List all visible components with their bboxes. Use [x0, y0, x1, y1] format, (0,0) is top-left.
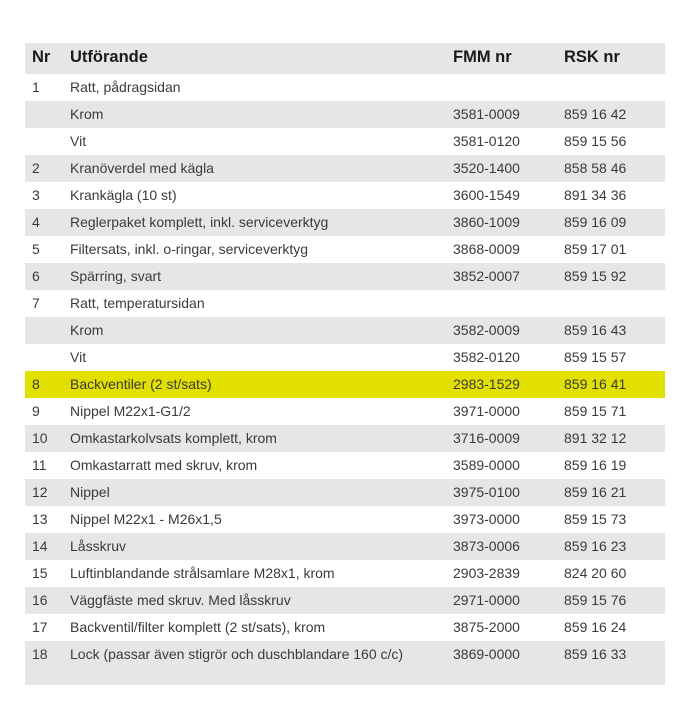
- cell-nr: 12: [32, 484, 48, 500]
- cell-description: Nippel M22x1-G1/2: [70, 403, 191, 419]
- cell-description: Omkastarratt med skruv, krom: [70, 457, 258, 473]
- cell-rsk: 859 15 73: [564, 511, 627, 527]
- cell-rsk: 891 34 36: [564, 187, 627, 203]
- cell-fmm: 3975-0100: [453, 484, 520, 500]
- cell-fmm: 3875-2000: [453, 619, 520, 635]
- cell-description: Vit: [70, 133, 87, 149]
- cell-fmm: 3868-0009: [453, 241, 520, 257]
- cell-rsk: 859 16 09: [564, 214, 627, 230]
- cell-description: Nippel M22x1 - M26x1,5: [70, 511, 222, 527]
- cell-fmm: 2971-0000: [453, 592, 520, 608]
- table-row: [25, 317, 665, 344]
- table-row: [25, 506, 665, 533]
- table-row: [25, 344, 665, 371]
- cell-description: Kranöverdel med kägla: [70, 160, 214, 176]
- cell-fmm: 3869-0000: [453, 646, 520, 662]
- cell-rsk: 859 16 41: [564, 376, 627, 392]
- table-row: [25, 398, 665, 425]
- table-row: [25, 74, 665, 101]
- header-nr: Nr: [32, 48, 51, 66]
- table-row: [25, 290, 665, 317]
- cell-nr: 6: [32, 268, 40, 284]
- table-row: [25, 182, 665, 209]
- cell-fmm: 3589-0000: [453, 457, 520, 473]
- cell-description: Spärring, svart: [70, 268, 162, 284]
- cell-description: Ratt, pådragsidan: [70, 79, 181, 95]
- cell-description: Nippel: [70, 484, 110, 500]
- cell-rsk: 859 17 01: [564, 241, 627, 257]
- cell-description: Reglerpaket komplett, inkl. serviceverktyg: [70, 214, 329, 230]
- cell-description: Krankägla (10 st): [70, 187, 177, 203]
- table-row: [25, 479, 665, 506]
- cell-nr: 14: [32, 538, 48, 554]
- cell-rsk: 859 16 19: [564, 457, 627, 473]
- cell-description: Backventil/filter komplett (2 st/sats), krom: [70, 619, 326, 635]
- cell-nr: 11: [32, 457, 47, 473]
- cell-nr: 3: [32, 187, 40, 203]
- cell-fmm: 3600-1549: [453, 187, 520, 203]
- table-row: [25, 533, 665, 560]
- cell-nr: 1: [32, 79, 40, 95]
- cell-nr: 7: [32, 295, 40, 311]
- cell-nr: 16: [32, 592, 48, 608]
- table-row: [25, 587, 665, 614]
- cell-description: Vit: [70, 349, 87, 365]
- cell-nr: 2: [32, 160, 40, 176]
- cell-description: Låsskruv: [70, 538, 127, 554]
- parts-table: [25, 43, 665, 685]
- cell-fmm: 3873-0006: [453, 538, 520, 554]
- cell-nr: 4: [32, 214, 40, 230]
- cell-rsk: 859 15 57: [564, 349, 627, 365]
- table-row: [25, 452, 665, 479]
- cell-rsk: 858 58 46: [564, 160, 627, 176]
- table-header: [25, 43, 665, 74]
- cell-nr: 10: [32, 430, 48, 446]
- cell-nr: 17: [32, 619, 48, 635]
- cell-nr: 8: [32, 376, 40, 392]
- cell-description: Lock (passar även stigrör och duschblandare 160 c/c): [70, 646, 404, 662]
- cell-rsk: 859 16 33: [564, 646, 627, 662]
- cell-nr: 9: [32, 403, 40, 419]
- table-row: [25, 101, 665, 128]
- cell-fmm: 3852-0007: [453, 268, 520, 284]
- cell-fmm: 3973-0000: [453, 511, 520, 527]
- cell-fmm: 3582-0009: [453, 322, 520, 338]
- cell-fmm: 3582-0120: [453, 349, 520, 365]
- table-row: [25, 641, 665, 685]
- cell-rsk: 824 20 60: [564, 565, 627, 581]
- cell-fmm: 3716-0009: [453, 430, 520, 446]
- cell-rsk: 891 32 12: [564, 430, 627, 446]
- cell-description: Luftinblandande strålsamlare M28x1, krom: [70, 565, 335, 581]
- header-rsk: RSK nr: [564, 48, 620, 66]
- cell-rsk: 859 16 24: [564, 619, 627, 635]
- cell-description: Backventiler (2 st/sats): [70, 376, 212, 392]
- cell-rsk: 859 15 76: [564, 592, 627, 608]
- cell-description: Väggfäste med skruv. Med låsskruv: [70, 592, 291, 608]
- table-row: [25, 128, 665, 155]
- cell-fmm: 3581-0009: [453, 106, 520, 122]
- cell-rsk: 859 15 92: [564, 268, 627, 284]
- cell-rsk: 859 16 23: [564, 538, 627, 554]
- cell-fmm: 3520-1400: [453, 160, 520, 176]
- header-description: Utförande: [70, 48, 148, 66]
- table-row: [25, 155, 665, 182]
- table-row: [25, 209, 665, 236]
- table-row: [25, 425, 665, 452]
- table-row-highlighted: [25, 371, 665, 398]
- cell-description: Ratt, temperatursidan: [70, 295, 205, 311]
- cell-fmm: 3860-1009: [453, 214, 520, 230]
- cell-fmm: 3971-0000: [453, 403, 520, 419]
- cell-description: Omkastarkolvsats komplett, krom: [70, 430, 277, 446]
- table-row: [25, 560, 665, 587]
- cell-nr: 13: [32, 511, 48, 527]
- cell-rsk: 859 16 43: [564, 322, 627, 338]
- cell-description: Krom: [70, 322, 104, 338]
- cell-fmm: 3581-0120: [453, 133, 520, 149]
- cell-fmm: 2903-2839: [453, 565, 520, 581]
- table-row: [25, 263, 665, 290]
- table-body: [25, 74, 665, 685]
- cell-nr: 5: [32, 241, 40, 257]
- table-row: [25, 236, 665, 263]
- cell-rsk: 859 15 71: [564, 403, 627, 419]
- cell-rsk: 859 15 56: [564, 133, 627, 149]
- table-row: [25, 614, 665, 641]
- cell-rsk: 859 16 42: [564, 106, 627, 122]
- cell-description: Krom: [70, 106, 104, 122]
- cell-description: Filtersats, inkl. o-ringar, serviceverktyg: [70, 241, 309, 257]
- cell-fmm: 2983-1529: [453, 376, 520, 392]
- cell-rsk: 859 16 21: [564, 484, 627, 500]
- cell-nr: 15: [32, 565, 48, 581]
- header-fmm: FMM nr: [453, 48, 512, 66]
- cell-nr: 18: [32, 646, 48, 662]
